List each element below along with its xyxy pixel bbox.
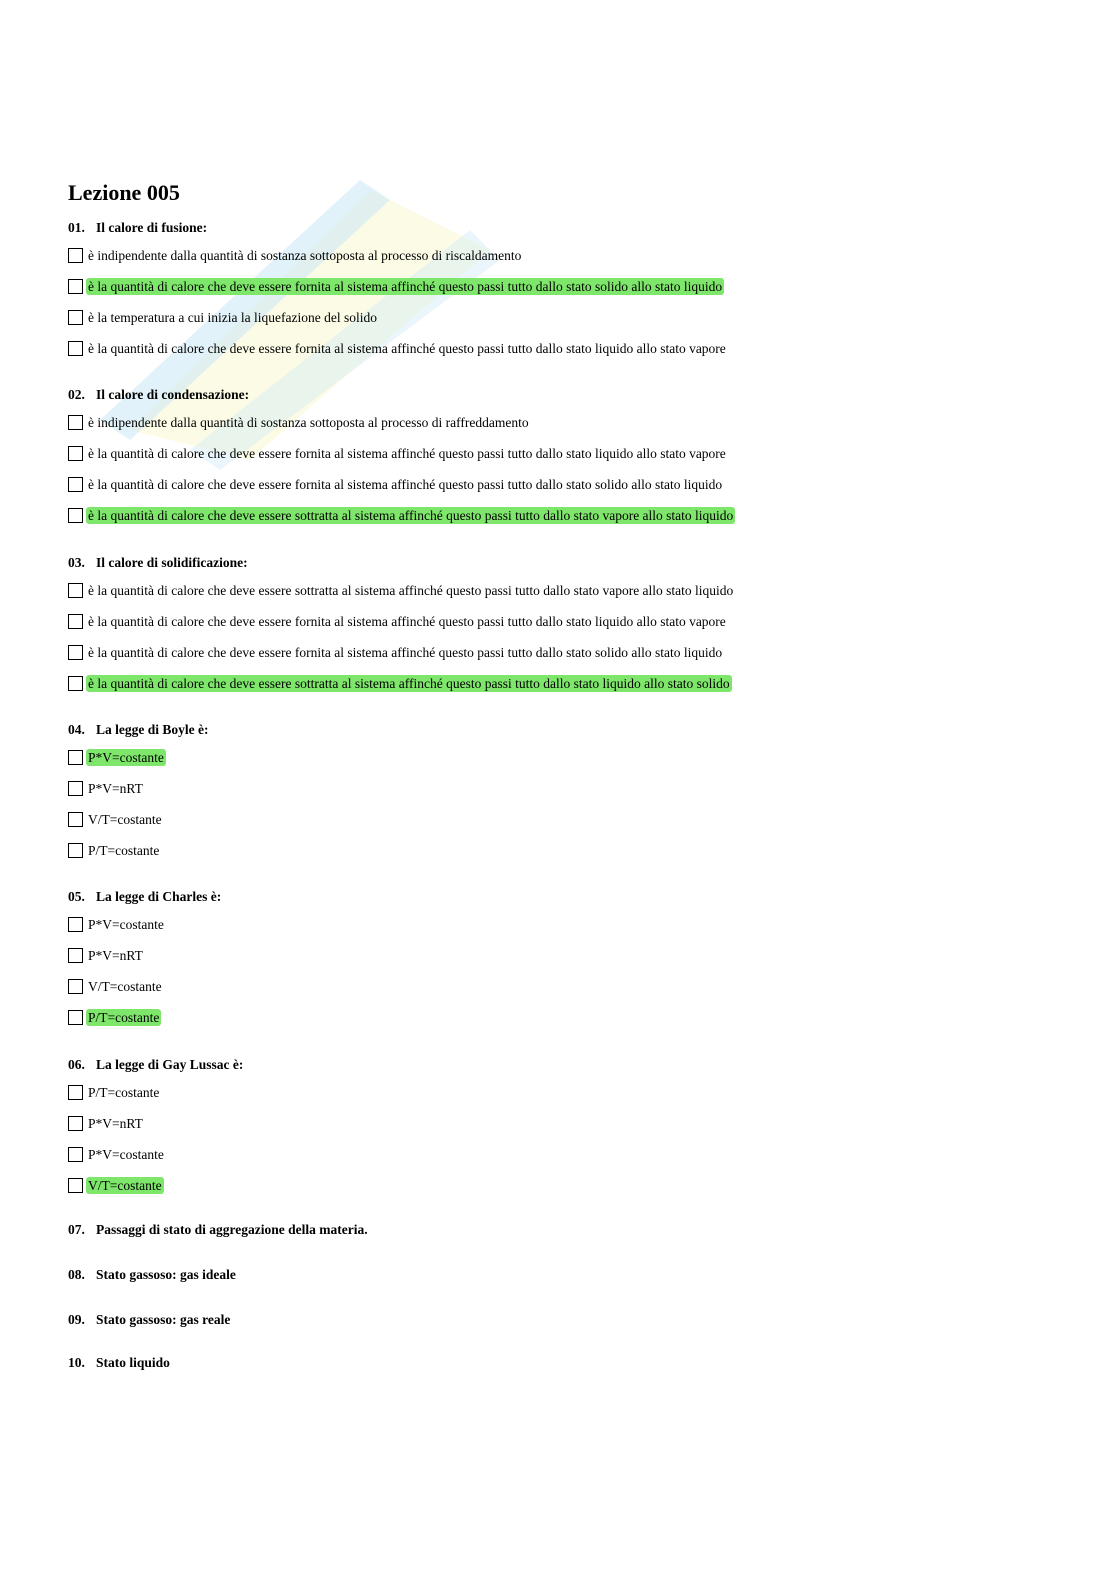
question-number: 03. [68, 555, 85, 570]
answer-option [68, 842, 1068, 873]
question-number: 09. [68, 1312, 85, 1327]
checkbox[interactable] [68, 415, 83, 430]
question-04 [68, 720, 1068, 873]
option-text: è la quantità di calore che deve essere fornita al sistema affinché questo passi tutto dallo stato liquido allo stato vapore [88, 341, 726, 356]
answer-option [68, 247, 1068, 278]
answer-option [68, 613, 1068, 644]
answer-option [68, 644, 1068, 675]
checkbox[interactable] [68, 310, 83, 325]
option-text-highlighted: P/T=costante [88, 1010, 160, 1025]
question-text: Stato gassoso: gas ideale [96, 1267, 236, 1282]
checkbox[interactable] [68, 477, 83, 492]
answer-option [68, 445, 1068, 476]
option-text: P/T=costante [88, 843, 160, 858]
page-title: Lezione 005 [68, 180, 180, 205]
question-05 [68, 887, 1068, 1040]
open-question-08 [68, 1267, 236, 1283]
option-text: V/T=costante [88, 979, 162, 994]
answer-option [68, 811, 1068, 842]
option-text: è la quantità di calore che deve essere sottratta al sistema affinché questo passi tutto dallo stato vapore allo stato liquido [88, 583, 734, 598]
question-text: Il calore di fusione: [96, 220, 208, 235]
checkbox[interactable] [68, 948, 83, 963]
answer-option-correct [68, 675, 1068, 706]
checkbox[interactable] [68, 1085, 83, 1100]
question-text: Stato gassoso: gas reale [96, 1312, 231, 1327]
question-06 [68, 1055, 1068, 1208]
question-number: 07. [68, 1222, 85, 1237]
answer-option [68, 978, 1068, 1009]
checkbox[interactable] [68, 781, 83, 796]
checkbox[interactable] [68, 1147, 83, 1162]
question-heading [68, 385, 1068, 405]
checkbox[interactable] [68, 1116, 83, 1131]
answer-option-correct [68, 1177, 1068, 1208]
question-heading [68, 218, 1068, 238]
question-number: 05. [68, 889, 85, 904]
checkbox[interactable] [68, 979, 83, 994]
answer-option-correct [68, 1009, 1068, 1040]
answer-option [68, 947, 1068, 978]
question-number: 06. [68, 1057, 85, 1072]
option-text: P*V=costante [88, 1147, 164, 1162]
option-text: P*V=nRT [88, 781, 143, 796]
answer-option [68, 780, 1068, 811]
checkbox[interactable] [68, 583, 83, 598]
checkbox[interactable] [68, 248, 83, 263]
question-text: La legge di Charles è: [96, 889, 222, 904]
checkbox[interactable] [68, 843, 83, 858]
question-text: Stato liquido [96, 1355, 170, 1370]
answer-option [68, 476, 1068, 507]
question-text: Il calore di condensazione: [96, 387, 250, 402]
question-02 [68, 385, 1068, 538]
question-heading [68, 1055, 1068, 1075]
option-text: è la quantità di calore che deve essere fornita al sistema affinché questo passi tutto dallo stato solido allo stato liquido [88, 477, 723, 492]
checkbox[interactable] [68, 676, 83, 691]
question-03 [68, 553, 1068, 706]
option-text: P*V=costante [88, 917, 164, 932]
option-text: è la quantità di calore che deve essere fornita al sistema affinché questo passi tutto dallo stato liquido allo stato vapore [88, 446, 726, 461]
option-text: V/T=costante [88, 812, 162, 827]
answer-option [68, 414, 1068, 445]
checkbox[interactable] [68, 917, 83, 932]
open-question-07 [68, 1222, 368, 1238]
checkbox[interactable] [68, 645, 83, 660]
checkbox[interactable] [68, 279, 83, 294]
question-heading [68, 553, 1068, 573]
option-text: P/T=costante [88, 1085, 160, 1100]
question-number: 04. [68, 722, 85, 737]
answer-option [68, 582, 1068, 613]
option-text: è la temperatura a cui inizia la liquefazione del solido [88, 310, 377, 325]
option-text-highlighted: V/T=costante [88, 1178, 162, 1193]
option-text-highlighted: è la quantità di calore che deve essere sottratta al sistema affinché questo passi tutto dallo stato liquido allo stato solido [88, 676, 730, 691]
question-number: 02. [68, 387, 85, 402]
question-heading [68, 720, 1068, 740]
question-text: La legge di Boyle è: [96, 722, 209, 737]
checkbox[interactable] [68, 1178, 83, 1193]
question-text: La legge di Gay Lussac è: [96, 1057, 244, 1072]
question-text: Passaggi di stato di aggregazione della materia. [96, 1222, 368, 1237]
option-text: è indipendente dalla quantità di sostanza sottoposta al processo di riscaldamento [88, 248, 522, 263]
question-text: Il calore di solidificazione: [96, 555, 248, 570]
option-text: P*V=nRT [88, 1116, 143, 1131]
answer-option-correct [68, 278, 1068, 309]
option-text: è la quantità di calore che deve essere fornita al sistema affinché questo passi tutto dallo stato liquido allo stato vapore [88, 614, 726, 629]
checkbox[interactable] [68, 614, 83, 629]
answer-option [68, 1115, 1068, 1146]
option-text: P*V=nRT [88, 948, 143, 963]
option-text-highlighted: è la quantità di calore che deve essere sottratta al sistema affinché questo passi tutto dallo stato vapore allo stato liquido [88, 508, 734, 523]
checkbox[interactable] [68, 1010, 83, 1025]
answer-option [68, 1084, 1068, 1115]
answer-option [68, 340, 1068, 371]
checkbox[interactable] [68, 508, 83, 523]
answer-option-correct [68, 749, 1068, 780]
option-text: è la quantità di calore che deve essere fornita al sistema affinché questo passi tutto dallo stato solido allo stato liquido [88, 645, 723, 660]
answer-option [68, 309, 1068, 340]
option-text: è indipendente dalla quantità di sostanza sottoposta al processo di raffreddamento [88, 415, 529, 430]
checkbox[interactable] [68, 341, 83, 356]
answer-option [68, 916, 1068, 947]
open-question-09 [68, 1312, 230, 1328]
answer-option [68, 1146, 1068, 1177]
open-question-10 [68, 1355, 170, 1371]
question-heading [68, 887, 1068, 907]
checkbox[interactable] [68, 812, 83, 827]
checkbox[interactable] [68, 750, 83, 765]
question-01 [68, 218, 1068, 371]
question-number: 10. [68, 1355, 85, 1370]
answer-option-correct [68, 507, 1068, 538]
checkbox[interactable] [68, 446, 83, 461]
question-number: 08. [68, 1267, 85, 1282]
option-text-highlighted: è la quantità di calore che deve essere fornita al sistema affinché questo passi tutto dallo stato solido allo stato liquido [88, 279, 723, 294]
question-number: 01. [68, 220, 85, 235]
option-text-highlighted: P*V=costante [88, 750, 164, 765]
